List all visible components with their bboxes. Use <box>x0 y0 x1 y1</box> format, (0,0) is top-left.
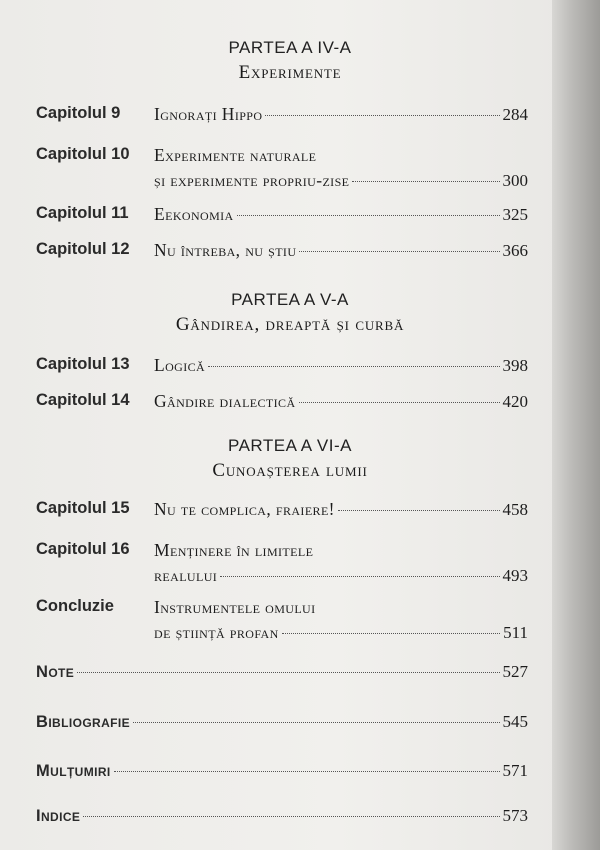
entry-title: Nu te complica, fraiere! <box>154 499 335 519</box>
page-number: 325 <box>502 205 528 224</box>
entry-title-continued: realului <box>154 565 218 585</box>
dot-leader <box>133 722 499 723</box>
dot-leader <box>208 366 499 367</box>
entry-title: Experimente naturale <box>154 145 317 165</box>
dot-leader <box>282 633 500 634</box>
page-number: 493 <box>502 566 528 585</box>
part-6-title: Cunoașterea lumii <box>212 460 368 481</box>
dot-leader <box>77 672 499 673</box>
entry-label: Capitolul 13 <box>36 355 130 373</box>
page-number: 458 <box>502 500 528 519</box>
page-number: 545 <box>502 712 528 731</box>
part-5-label: PARTEA A V-A <box>231 290 349 309</box>
entry-label: Capitolul 10 <box>36 145 130 163</box>
entry-title: Ignorați Hippo <box>154 104 263 124</box>
entry-label: Capitolul 11 <box>36 204 129 222</box>
dot-leader <box>338 510 500 511</box>
page-number: 398 <box>502 356 528 375</box>
dot-leader <box>352 181 499 182</box>
dot-leader <box>83 816 499 817</box>
part-4-label: PARTEA A IV-A <box>228 38 352 57</box>
entry-title: Menținere în limitele <box>154 540 314 560</box>
page-number: 284 <box>502 105 528 124</box>
part-6-label: PARTEA A VI-A <box>228 436 352 455</box>
entry-label: Capitolul 12 <box>36 240 130 258</box>
entry-title-continued: de știință profan <box>154 622 279 642</box>
page-number: 527 <box>502 662 528 681</box>
entry-title: Gândire dialectică <box>154 391 296 411</box>
entry-label: Indice <box>36 807 81 825</box>
part-4-title: Experimente <box>238 62 342 83</box>
page-number: 366 <box>502 241 528 260</box>
entry-label: Concluzie <box>36 597 114 615</box>
entry-label: Capitolul 15 <box>36 499 130 517</box>
entry-title-continued: și experimente propriu-zise <box>154 170 350 190</box>
page-number: 571 <box>502 761 528 780</box>
book-gutter-shadow <box>552 0 600 850</box>
entry-title: Eekonomia <box>154 204 234 224</box>
part-5-title: Gândirea, dreaptă și curbă <box>175 314 405 335</box>
dot-leader <box>265 115 499 116</box>
page-number: 511 <box>503 623 528 642</box>
entry-title: Logică <box>154 355 206 375</box>
entry-label: Capitolul 9 <box>36 104 121 122</box>
entry-label: Capitolul 14 <box>36 391 130 409</box>
page-number: 573 <box>502 806 528 825</box>
entry-label: Mulțumiri <box>36 762 111 780</box>
dot-leader <box>299 251 499 252</box>
entry-label: Bibliografie <box>36 713 131 731</box>
dot-leader <box>299 402 500 403</box>
entry-title: Instrumentele omului <box>154 597 316 617</box>
page-number: 300 <box>502 171 528 190</box>
entry-title: Nu întreba, nu știu <box>154 240 297 260</box>
entry-label: Note <box>36 663 75 681</box>
dot-leader <box>220 576 499 577</box>
entry-label: Capitolul 16 <box>36 540 130 558</box>
page-number: 420 <box>502 392 528 411</box>
dot-leader <box>114 771 500 772</box>
dot-leader <box>237 215 500 216</box>
